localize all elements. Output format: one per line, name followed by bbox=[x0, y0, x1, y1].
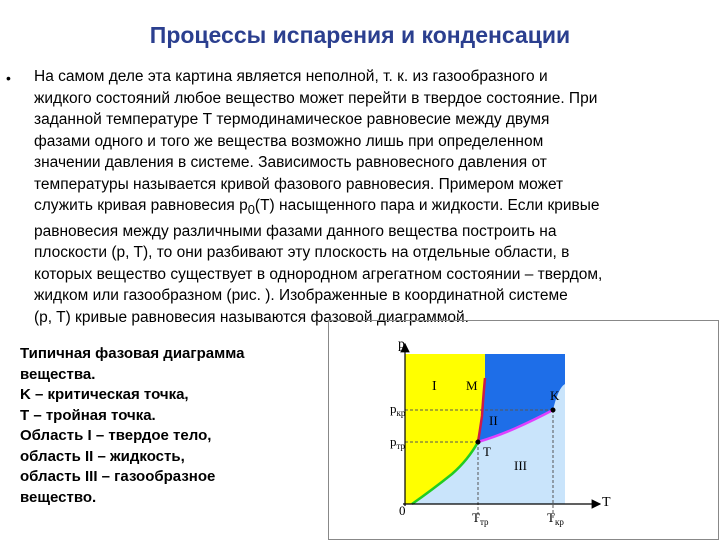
slide-title: Процессы испарения и конденсации bbox=[149, 22, 571, 48]
paragraph-line: плоскости (p, T), то они разбивают эту плоскость на отдельные области, в bbox=[34, 244, 570, 262]
caption-line: область II – жидкость, bbox=[20, 447, 185, 465]
figure-caption bbox=[20, 344, 320, 508]
paragraph-line: На самом деле эта картина является неполной, т. к. из газообразного и bbox=[34, 68, 548, 85]
p-axis-label: p bbox=[398, 337, 405, 352]
paragraph-line bbox=[34, 195, 710, 221]
region-liquid-label: II bbox=[489, 413, 498, 428]
paragraph-line: равновесия между различными фазами данного вещества построить на bbox=[34, 222, 557, 240]
paragraph-line: значении давления в системе. Зависимость равновесного давления от bbox=[34, 154, 547, 171]
paragraph-text: (T) насыщенного пара и жидкости. Если кривые bbox=[254, 197, 600, 214]
phase-diagram-svg bbox=[328, 320, 720, 540]
paragraph-line: которых вещество существует в однородном агрегатном состоянии – твердом, bbox=[34, 265, 603, 283]
subscript: 0 bbox=[247, 202, 255, 218]
p-kr-label: $p_{кр}$ bbox=[390, 401, 406, 418]
caption-line: K – критическая точка, bbox=[20, 386, 189, 403]
point-k-label: K bbox=[550, 388, 560, 403]
origin-label: 0 bbox=[399, 503, 406, 518]
paragraph-line: температуры называется кривой фазового равновесия. Примером может bbox=[34, 175, 564, 193]
caption-line: Типичная фазовая диаграмма bbox=[20, 345, 245, 362]
phase-diagram bbox=[328, 320, 720, 540]
paragraph-line: фазами одного и того же вещества возможно лишь при определенном bbox=[34, 132, 544, 150]
paragraph-line: жидкого состояний любое вещество может перейти в твердое состояние. При bbox=[34, 89, 598, 107]
paragraph-text: служить кривая равновесия p bbox=[34, 197, 248, 214]
caption-line: область III – газообразное bbox=[20, 468, 216, 485]
point-t-label: T bbox=[483, 444, 491, 459]
caption-line: T – тройная точка. bbox=[20, 406, 156, 424]
body-paragraph bbox=[34, 66, 710, 328]
caption-line: вещество. bbox=[20, 488, 97, 506]
t-kr-label: $T_{кр}$ bbox=[547, 510, 564, 527]
triple-point-marker bbox=[476, 440, 481, 445]
region-gas-label: III bbox=[514, 458, 527, 473]
t-tr-label: $T_{тр}$ bbox=[472, 510, 489, 527]
bullet-marker: • bbox=[6, 70, 11, 86]
p-tr-label: $p_{тр}$ bbox=[390, 434, 406, 451]
region-solid-label: I bbox=[432, 379, 437, 394]
point-m-label: M bbox=[466, 378, 478, 393]
t-axis-label: T bbox=[602, 495, 611, 510]
caption-line: вещества. bbox=[20, 365, 96, 383]
paragraph-line: жидком или газообразном (рис. ). Изображенные в координатной системе bbox=[34, 287, 568, 305]
paragraph-line: (p, T) кривые равновесия называются фазовой диаграммой. bbox=[34, 308, 469, 326]
paragraph-line: заданной температуре Т термодинамическое равновесие между двумя bbox=[34, 111, 550, 128]
critical-point-marker bbox=[551, 408, 556, 413]
caption-line: Область I – твердое тело, bbox=[20, 427, 212, 444]
